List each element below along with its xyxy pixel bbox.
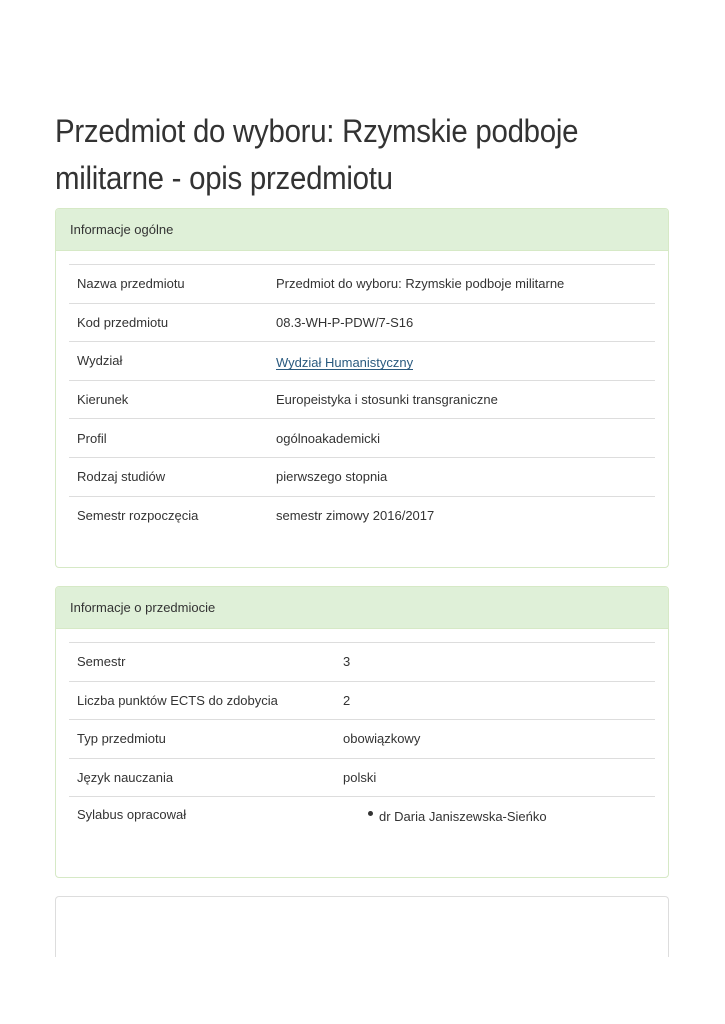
table-row bbox=[69, 457, 655, 496]
general-info-heading: Informacje ogólne bbox=[56, 209, 668, 251]
row-value: pierwszego stopnia bbox=[268, 457, 655, 496]
row-label: Rodzaj studiów bbox=[69, 457, 268, 496]
table-row bbox=[69, 419, 655, 458]
row-label: Kod przedmiotu bbox=[69, 303, 268, 342]
table-row bbox=[69, 496, 655, 534]
row-label: Semestr bbox=[69, 643, 335, 682]
row-value: ogólnoakademicki bbox=[268, 419, 655, 458]
table-row bbox=[69, 681, 655, 720]
table-row bbox=[69, 303, 655, 342]
row-value: polski bbox=[335, 758, 655, 797]
row-value-cell bbox=[335, 797, 655, 845]
page bbox=[55, 0, 669, 825]
course-info-table bbox=[69, 642, 655, 845]
row-label: Semestr rozpoczęcia bbox=[69, 496, 268, 534]
table-row bbox=[69, 720, 655, 759]
row-label: Liczba punktów ECTS do zdobycia bbox=[69, 681, 335, 720]
table-row bbox=[69, 643, 655, 682]
faculty-link[interactable]: Wydział Humanistyczny bbox=[276, 351, 413, 370]
table-row bbox=[69, 758, 655, 797]
author-list bbox=[343, 809, 647, 824]
course-info-body bbox=[56, 629, 668, 845]
general-info-body bbox=[56, 251, 668, 534]
row-value: Przedmiot do wyboru: Rzymskie podboje militarne bbox=[268, 265, 655, 304]
next-panel bbox=[55, 896, 669, 957]
course-info-panel bbox=[55, 586, 669, 878]
course-info-heading: Informacje o przedmiocie bbox=[56, 587, 668, 629]
list-item: dr Daria Janiszewska-Sieńko bbox=[371, 809, 647, 824]
table-row bbox=[69, 342, 655, 381]
row-label: Kierunek bbox=[69, 380, 268, 419]
row-label: Język nauczania bbox=[69, 758, 335, 797]
row-value-cell bbox=[268, 342, 655, 381]
row-value: Europeistyka i stosunki transgraniczne bbox=[268, 380, 655, 419]
page-title: Przedmiot do wyboru: Rzymskie podboje militarne - opis przedmiotu bbox=[55, 113, 579, 196]
row-label: Typ przedmiotu bbox=[69, 720, 335, 759]
row-label: Sylabus opracował bbox=[69, 797, 335, 845]
table-row bbox=[69, 797, 655, 845]
row-value: 2 bbox=[335, 681, 655, 720]
row-value: 3 bbox=[335, 643, 655, 682]
row-value: 08.3-WH-P-PDW/7-S16 bbox=[268, 303, 655, 342]
table-row bbox=[69, 265, 655, 304]
table-row bbox=[69, 380, 655, 419]
row-label: Profil bbox=[69, 419, 268, 458]
row-label: Nazwa przedmiotu bbox=[69, 265, 268, 304]
row-value: obowiązkowy bbox=[335, 720, 655, 759]
row-label: Wydział bbox=[69, 342, 268, 381]
general-info-table bbox=[69, 264, 655, 534]
row-value: semestr zimowy 2016/2017 bbox=[268, 496, 655, 534]
general-info-panel bbox=[55, 208, 669, 568]
